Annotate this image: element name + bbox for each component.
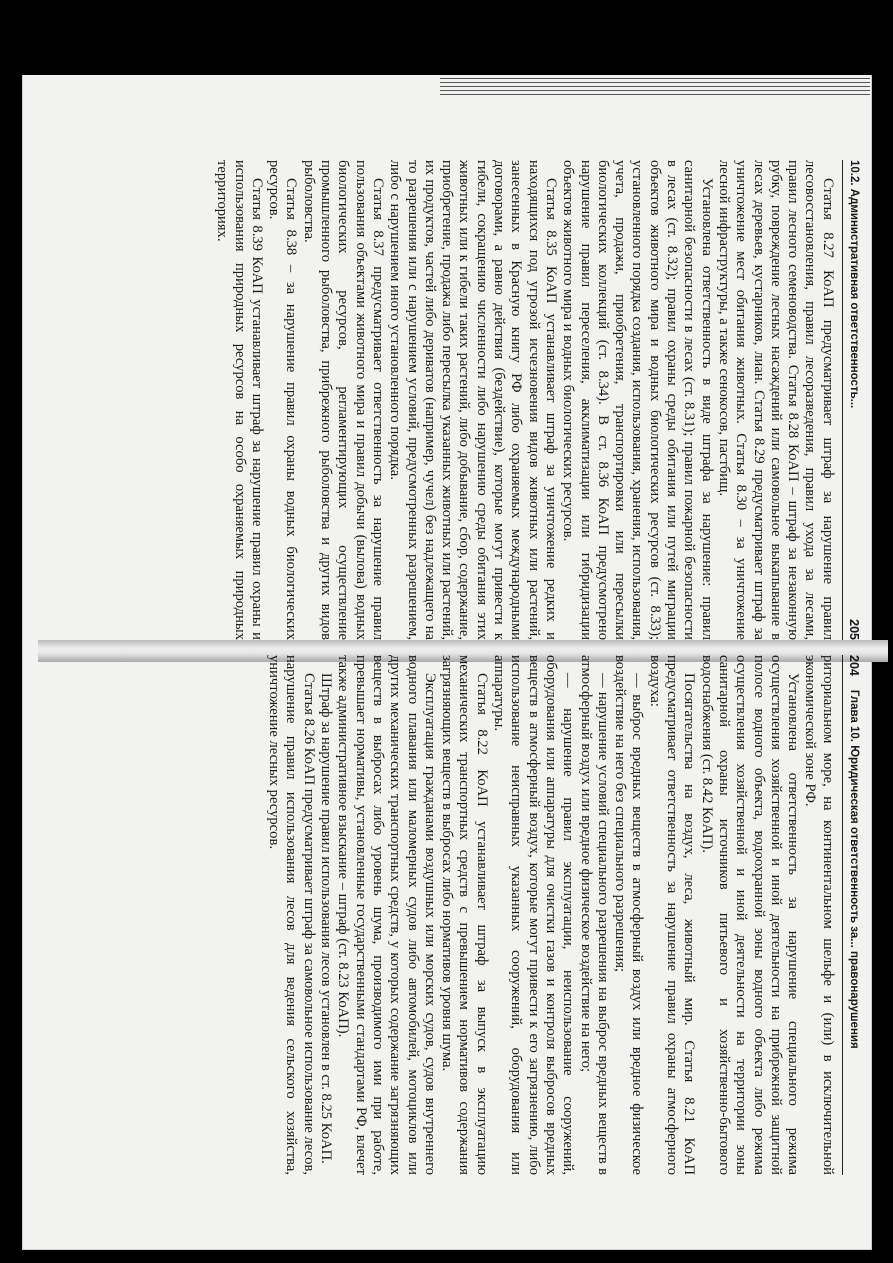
paragraph: Статья 8.35 КоАП устанавливает штраф за уничтожение редких и находящихся под угрозой исчезновения видов животных или растений, занесенных в Красную книгу РФ либо охраняемых международными договорами, а равно действия (бездействие), которые могут привести к гибели, сокращению численности либо нарушению среды обитания этих животных или к гибели таких растений, либо добывание, сбор, содержание, приобретение, продажа либо пересылка указанных животных или растений, их продуктов, частей либо дериватов (например, чучел) без надлежащего на то разрешения или с нарушением условий, предусмотренных разрешением, либо с нарушением иного установленного порядка. xyxy=(387,160,559,640)
paragraph: Установлена ответственность в виде штрафа за нарушение: правил санитарной безопасности в лесах (ст. 8.31); правил пожарной безопасности в лесах (ст. 8.32); правил охраны среды обитания или путей миграции объектов животного мира и водных биологических ресурсов (ст. 8.33); установленного порядка создания, использования, хранения, использования, учета, продажи, приобретения, транспортировки или пересылки биологических коллекций (ст. 8.34). В ст. 8.36 КоАП предусмотрено нарушение правил переселения, акклиматизации или гибридизации объектов животного мира и водных биологических ресурсов. xyxy=(560,160,715,640)
paragraph: — выброс вредных веществ в атмосферный воздух или вредное физическое воздействие на него без специального разрешения; xyxy=(612,655,646,1175)
paragraph: — нарушение условий специального разрешения на выброс вредных веществ в атмосферный воздух или вредное физическое воздействие на него; xyxy=(577,655,611,1175)
paragraph: Статья 8.37 предусматривает ответственность за нарушение правил пользования объектами животного мира и правил добычи (вылова) водных биологических ресурсов, регламентирующих осуществление промышленного рыболовства, прибрежного рыболовства и других видов рыболовства. xyxy=(300,160,386,640)
paragraph: Эксплуатация гражданами воздушных или морских судов, судов внутреннего водного плавания или маломерных судов либо автомобилей, мотоциклов или других механических транспортных средств, у которых содержание загрязняющих веществ в выбросах либо уровень шума, производимого ими при работе, превышает нормативы, установленные государственными стандартами РФ, влечет также административное взыскание – штраф (ст. 8.23 КоАП). xyxy=(335,655,438,1175)
paragraph: Статья 8.27 КоАП предусматривает штраф за нарушение правил лесовосстановления, правил лесоразведения, правил ухода за лесами, правил лесного семеноводства. Статья 8.28 КоАП – штраф за незаконную рубку, повреждение лесных насаждений или самовольное выкапывание в лесах деревьев, кустарников, лиан. Статья 8.29 предусматривает штраф за уничтожение мест обитания животных. Статья 8.30 – за уничтожение лесной инфраструктуры, а также сенокосов, пастбищ. xyxy=(715,160,836,640)
paragraph: Статья 8.39 КоАП устанавливает штраф за нарушение правил охраны и использования природных ресурсов на особо охраняемых природных территориях. xyxy=(214,160,265,640)
paragraph: Установлена ответственность за нарушение специального режима осуществления хозяйственной и иной деятельности на прибрежной защитной полосе водного объекта, водоохранной зоны водного объекта либо режима осуществления хозяйственной и иной деятельности на территории зоны санитарной охраны источников питьевого и хозяйственно-бытового водоснабжения (ст. 8.42 КоАП). xyxy=(698,655,802,1175)
page-204 xyxy=(266,655,862,1175)
page-205 xyxy=(214,160,862,640)
paragraph: Статья 8.26 КоАП предусматривает штраф за самовольное использование лесов, нарушение правил использования лесов для ведения сельского хозяйства, уничтожение лесных ресурсов. xyxy=(266,655,317,1175)
paragraph: — нарушение правил эксплуатации, неиспользование сооружений, оборудования или аппаратуры для очистки газов и контроля выбросов вредных веществ в атмосферный воздух, которые могут привести к его загрязнению, либо использование неисправных указанных сооружений, оборудования или аппаратуры. xyxy=(491,655,577,1175)
page-header xyxy=(842,655,862,1175)
page-number: 204 xyxy=(847,655,861,676)
paragraph: Статья 8.22 КоАП устанавливает штраф за выпуск в эксплуатацию механических транспортных средств с превышением нормативов содержания загрязняющих веществ в выбросах либо нормативов уровня шума. xyxy=(439,655,490,1175)
running-title: Глава 10. Юридическая ответственность за... правонарушения xyxy=(848,689,860,1049)
page-number: 205 xyxy=(847,619,861,640)
paragraph: Статья 8.38 – за нарушение правил охраны водных биологических ресурсов. xyxy=(266,160,300,640)
page-header xyxy=(842,160,862,640)
scan-top-border xyxy=(0,0,893,75)
running-title: 10.2. Административная ответственность... xyxy=(848,160,860,409)
paragraph: Посягательства на воздух, леса, животный мир. Статья 8.21 КоАП предусматривает ответственность за нарушение правил охраны атмосферного воздуха: xyxy=(646,655,698,1175)
paragraph: Штраф за нарушение правил использования лесов установлен в ст. 8.25 КоАП. xyxy=(318,673,335,1164)
paragraph: риториальном море, на континентальном шельфе и (или) в исключительной экономической зоне РФ. xyxy=(802,655,836,1175)
page-edge-lines xyxy=(440,70,870,110)
